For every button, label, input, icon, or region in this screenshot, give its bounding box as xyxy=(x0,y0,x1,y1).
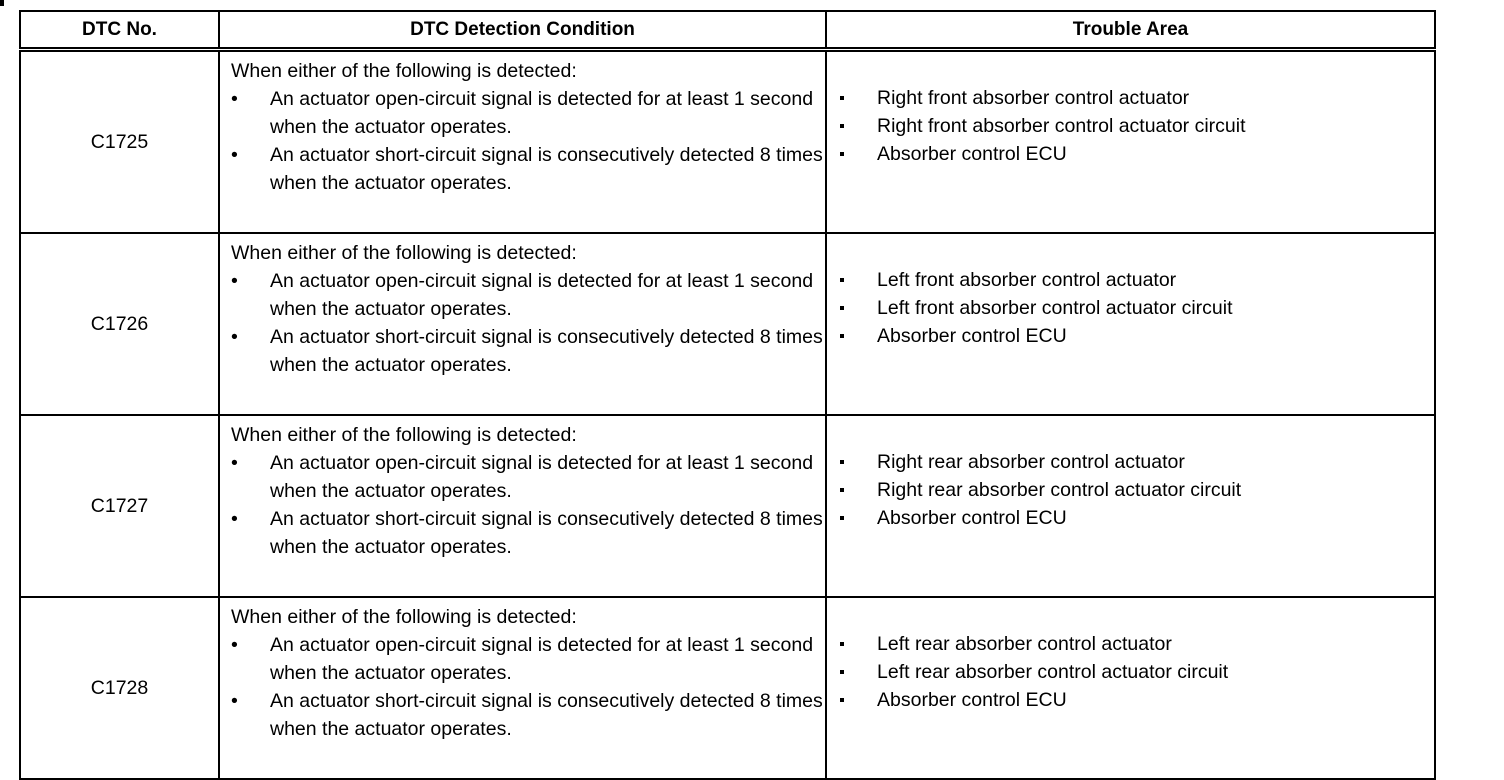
condition-text: An actuator short-circuit signal is consecutively detected 8 times when the actuator operates. xyxy=(270,326,823,376)
detection-condition-cell xyxy=(219,50,826,234)
detection-condition-cell xyxy=(219,415,826,597)
dtc-code: C1725 xyxy=(20,50,219,234)
condition-text: An actuator short-circuit signal is consecutively detected 8 times when the actuator operates. xyxy=(270,508,823,558)
table-header-row xyxy=(20,11,1435,50)
table-row xyxy=(20,597,1435,779)
trouble-area-text: Left front absorber control actuator xyxy=(877,269,1177,291)
bullet-square-icon xyxy=(840,670,844,674)
trouble-area-text: Absorber control ECU xyxy=(877,143,1067,165)
bullet-dot-icon: • xyxy=(231,326,238,348)
bullet-dot-icon: • xyxy=(231,270,238,292)
trouble-area-text: Absorber control ECU xyxy=(877,507,1067,529)
header-dtc-no: DTC No. xyxy=(20,11,219,50)
trouble-area-item xyxy=(838,476,1434,504)
detection-condition-cell xyxy=(219,597,826,779)
bullet-square-icon xyxy=(840,152,844,156)
condition-intro: When either of the following is detected: xyxy=(231,424,577,446)
trouble-area-item xyxy=(838,630,1434,658)
trouble-area-text: Right front absorber control actuator circuit xyxy=(877,115,1246,137)
trouble-area-text: Left front absorber control actuator circuit xyxy=(877,297,1233,319)
bullet-dot-icon: • xyxy=(231,452,238,474)
condition-item xyxy=(231,141,825,197)
condition-item xyxy=(231,631,825,687)
dtc-code: C1727 xyxy=(20,415,219,597)
trouble-area-item xyxy=(838,266,1434,294)
bullet-square-icon xyxy=(840,488,844,492)
trouble-area-cell xyxy=(826,415,1435,597)
trouble-area-text: Right rear absorber control actuator xyxy=(877,451,1185,473)
condition-text: An actuator short-circuit signal is consecutively detected 8 times when the actuator operates. xyxy=(270,144,823,194)
trouble-area-item xyxy=(838,112,1434,140)
condition-item xyxy=(231,267,825,323)
trouble-area-text: Left rear absorber control actuator circuit xyxy=(877,661,1229,683)
trouble-area-item xyxy=(838,658,1434,686)
trouble-area-text: Left rear absorber control actuator xyxy=(877,633,1172,655)
trouble-area-text: Absorber control ECU xyxy=(877,325,1067,347)
corner-mark xyxy=(0,0,4,6)
table-row xyxy=(20,50,1435,234)
condition-text: An actuator open-circuit signal is detected for at least 1 second when the actuator operates. xyxy=(270,270,814,320)
bullet-square-icon xyxy=(840,96,844,100)
header-detection-condition: DTC Detection Condition xyxy=(219,11,826,50)
bullet-square-icon xyxy=(840,278,844,282)
bullet-square-icon xyxy=(840,642,844,646)
trouble-area-item xyxy=(838,686,1434,714)
trouble-area-text: Absorber control ECU xyxy=(877,689,1067,711)
trouble-area-cell xyxy=(826,50,1435,234)
bullet-dot-icon: • xyxy=(231,634,238,656)
trouble-area-item xyxy=(838,294,1434,322)
detection-condition-cell xyxy=(219,233,826,415)
trouble-area-text: Right rear absorber control actuator circuit xyxy=(877,479,1242,501)
condition-text: An actuator open-circuit signal is detected for at least 1 second when the actuator operates. xyxy=(270,452,814,502)
condition-text: An actuator open-circuit signal is detected for at least 1 second when the actuator operates. xyxy=(270,634,814,684)
condition-item xyxy=(231,85,825,141)
bullet-dot-icon: • xyxy=(231,508,238,530)
trouble-area-item xyxy=(838,448,1434,476)
bullet-dot-icon: • xyxy=(231,690,238,712)
bullet-square-icon xyxy=(840,460,844,464)
bullet-square-icon xyxy=(840,698,844,702)
condition-intro: When either of the following is detected: xyxy=(231,60,577,82)
table-row xyxy=(20,233,1435,415)
dtc-code: C1728 xyxy=(20,597,219,779)
bullet-square-icon xyxy=(840,124,844,128)
condition-intro: When either of the following is detected: xyxy=(231,242,577,264)
bullet-dot-icon: • xyxy=(231,144,238,166)
table-row xyxy=(20,415,1435,597)
bullet-square-icon xyxy=(840,306,844,310)
condition-intro: When either of the following is detected: xyxy=(231,606,577,628)
condition-item xyxy=(231,323,825,379)
condition-text: An actuator open-circuit signal is detected for at least 1 second when the actuator operates. xyxy=(270,88,814,138)
dtc-code: C1726 xyxy=(20,233,219,415)
bullet-square-icon xyxy=(840,334,844,338)
header-trouble-area: Trouble Area xyxy=(826,11,1435,50)
bullet-dot-icon: • xyxy=(231,88,238,110)
trouble-area-text: Right front absorber control actuator xyxy=(877,87,1190,109)
bullet-square-icon xyxy=(840,516,844,520)
dtc-table xyxy=(19,10,1436,780)
condition-item xyxy=(231,505,825,561)
trouble-area-cell xyxy=(826,233,1435,415)
trouble-area-item xyxy=(838,322,1434,350)
trouble-area-item xyxy=(838,84,1434,112)
condition-item xyxy=(231,687,825,743)
trouble-area-item xyxy=(838,504,1434,532)
condition-item xyxy=(231,449,825,505)
trouble-area-item xyxy=(838,140,1434,168)
trouble-area-cell xyxy=(826,597,1435,779)
condition-text: An actuator short-circuit signal is consecutively detected 8 times when the actuator operates. xyxy=(270,690,823,740)
